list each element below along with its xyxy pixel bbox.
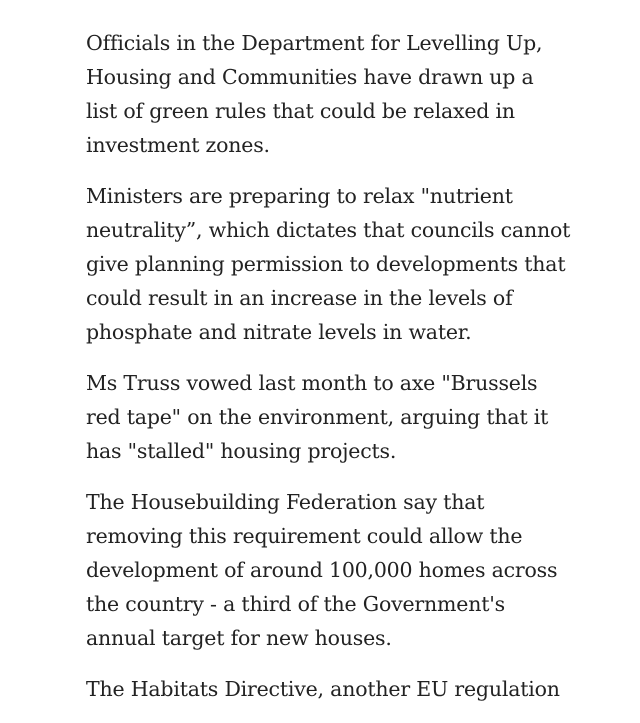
paragraph-line: phosphate and nitrate levels in water. <box>86 320 472 344</box>
paragraph-line: investment zones. <box>86 133 270 157</box>
paragraph-line: give planning permission to developments that <box>86 252 566 276</box>
paragraph-line: neutrality”, which dictates that councils cannot <box>86 218 571 242</box>
paragraph-line: the country - a third of the Government's <box>86 592 506 616</box>
paragraph-line: has "stalled" housing projects. <box>86 439 397 463</box>
paragraph-truss <box>86 366 586 468</box>
paragraph-line: red tape" on the environment, arguing that it <box>86 405 549 429</box>
article-body <box>86 26 586 723</box>
paragraph-line: Ministers are preparing to relax "nutrient <box>86 184 513 208</box>
paragraph-line: Officials in the Department for Levelling Up, <box>86 31 543 55</box>
paragraph-line: Housing and Communities have drawn up a <box>86 65 534 89</box>
paragraph-line: removing this requirement could allow the <box>86 524 523 548</box>
paragraph-habitats-partial <box>86 672 586 706</box>
paragraph-line: list of green rules that could be relaxed in <box>86 99 515 123</box>
paragraph-line: development of around 100,000 homes across <box>86 558 558 582</box>
paragraph-officials <box>86 26 586 162</box>
paragraph-line: The Habitats Directive, another EU regulation <box>86 677 560 701</box>
paragraph-line: annual target for new houses. <box>86 626 392 650</box>
paragraph-line: Ms Truss vowed last month to axe "Brussels <box>86 371 538 395</box>
paragraph-line: could result in an increase in the levels of <box>86 286 513 310</box>
paragraph-ministers <box>86 179 586 349</box>
paragraph-line: The Housebuilding Federation say that <box>86 490 485 514</box>
paragraph-housebuilding <box>86 485 586 655</box>
